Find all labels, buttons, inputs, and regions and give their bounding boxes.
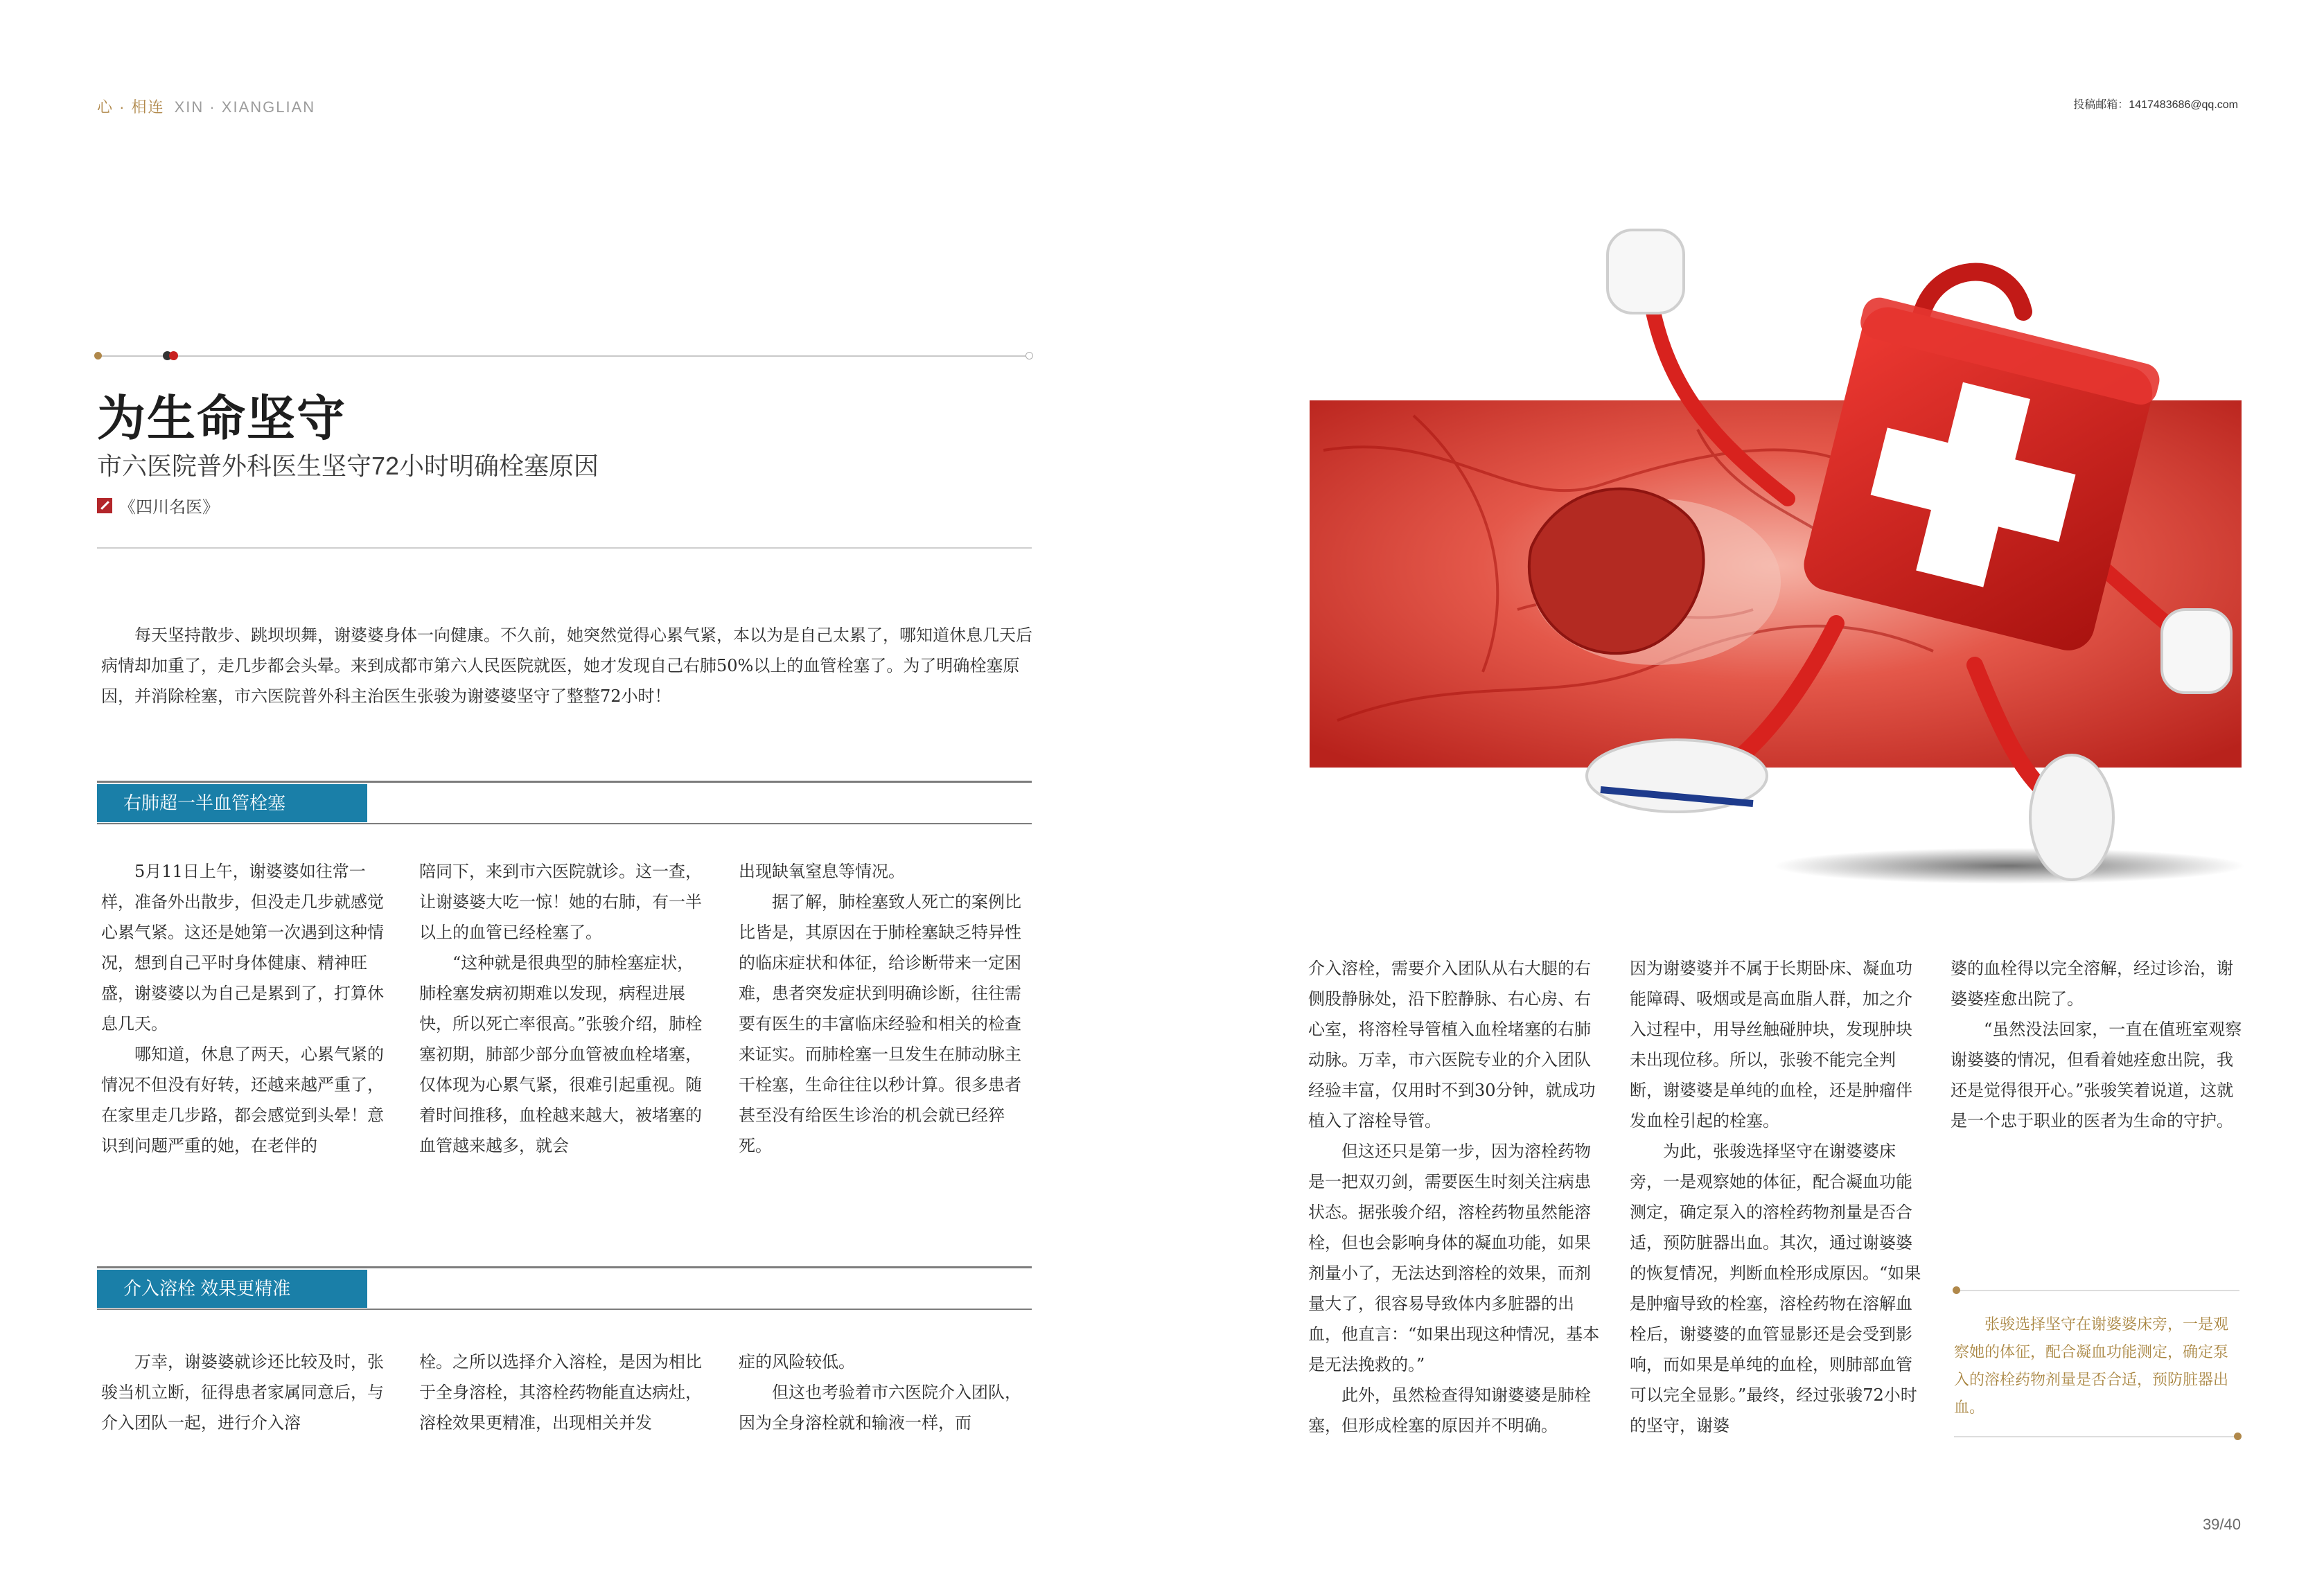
paragraph: 婆的血栓得以完全溶解，经过诊治，谢婆婆痊愈出院了。 (1951, 959, 2233, 1009)
pull-quote-bottom-rule (1954, 1436, 2239, 1437)
paragraph: 栓。之所以选择介入溶栓，是因为相比于全身溶栓，其溶栓药物能直达病灶，溶栓效果更精准，出现相关并发 (419, 1352, 702, 1433)
decorative-rule (97, 355, 1032, 357)
shoe-right (2030, 755, 2113, 880)
pull-quote-dot (2234, 1433, 2242, 1440)
right-column-2 (1630, 953, 1924, 1441)
section2-column-2 (419, 1347, 710, 1438)
paragraph: 此外，虽然检查得知谢婆婆是肺栓塞，但形成栓塞的原因并不明确。 (1308, 1385, 1591, 1435)
running-header (97, 96, 315, 117)
section-bottom-rule (97, 823, 1032, 824)
article-subtitle: 市六医院普外科医生坚守72小时明确栓塞原因 (97, 452, 599, 480)
section2-column-1 (101, 1347, 392, 1438)
section-header-1 (97, 781, 1032, 824)
rule-dot-left (94, 352, 102, 360)
paragraph: 为此，张骏选择坚守在谢婆婆床旁，一是观察她的体征，配合凝血功能测定，确定泵入的溶栓药物剂量是否合适，预防脏器出血。其次，通过谢婆婆的恢复情况，判断血栓形成原因。“如果是肿瘤导致的栓塞，溶栓药物在溶解血栓后，谢婆婆的血管显影还是会受到影响，而如果是单纯的血栓，则肺部血管可以完全显影。”最终，经过张骏72小时的坚守，谢婆 (1630, 1142, 1921, 1435)
section1-column-1 (101, 856, 392, 1161)
right-column-1 (1308, 953, 1602, 1441)
article-source (97, 493, 219, 517)
glove-right (2162, 610, 2231, 693)
section-top-rule (97, 781, 1032, 783)
section2-column-3 (739, 1347, 1032, 1438)
paragraph: “虽然没法回家，一直在值班室观察谢婆婆的情况，但看着她痊愈出院，我还是觉得很开心。”张骏笑着说道，这就是一个忠于职业的医者为生命的守护。 (1951, 1020, 2242, 1131)
running-header-latin: XIN · XIANGLIAN (174, 98, 316, 116)
title-divider (97, 547, 1032, 549)
paragraph: 据了解，肺栓塞致人死亡的案例比比皆是，其原因在于肺栓塞缺乏特异性的临床症状和体征，给诊断带来一定困难，患者突发症状到明确诊断，往往需要有医生的丰富临床经验和相关的检查来证实。而肺栓塞一旦发生在肺动脉主干栓塞，生命往往以秒计算。很多患者甚至没有给医生诊治的机会就已经猝死。 (739, 892, 1021, 1155)
section-header-2 (97, 1266, 1032, 1309)
source-label: 《四川名医》 (119, 498, 219, 517)
pull-quote-top-rule (1954, 1290, 2239, 1291)
section-top-rule (97, 1266, 1032, 1268)
pull-quote: 张骏选择坚守在谢婆婆床旁，一是观察她的体征，配合凝血功能测定，确定泵入的溶栓药物剂量是否合适，预防脏器出血。 (1954, 1316, 2229, 1417)
page-number: 39/40 (2202, 1516, 2241, 1533)
paragraph: 症的风险较低。 (739, 1352, 855, 1372)
paragraph: 但这还只是第一步，因为溶栓药物是一把双刃剑，需要医生时刻关注病患状态。据张骏介绍，溶栓药物虽然能溶栓，但也会影响身体的凝血功能，如果剂量小了，无法达到溶栓的效果，而剂量大了，很容易导致体内多脏器的出血，他直言：“如果出现这种情况，基本是无法挽救的。” (1308, 1142, 1600, 1374)
edit-icon (97, 498, 112, 513)
rule-dot-right (1025, 352, 1033, 360)
article-title: 为生命坚守 (97, 389, 346, 447)
section-heading: 介入溶栓 效果更精准 (97, 1270, 367, 1308)
section-bottom-rule (97, 1309, 1032, 1310)
first-aid-kit-illustration (1310, 222, 2280, 887)
paragraph: 万幸，谢婆婆就诊还比较及时，张骏当机立断，征得患者家属同意后，与介入团队一起，进行介入溶 (101, 1352, 384, 1433)
contact-email: 投稿邮箱：1417483686@qq.com (2073, 99, 2238, 111)
paragraph: 哪知道，休息了两天，心累气紧的情况不但没有好转，还越来越严重了，在家里走几步路，都会感觉到头晕！意识到问题严重的她，在老伴的 (101, 1045, 384, 1155)
section-heading: 右肺超一半血管栓塞 (97, 784, 367, 822)
running-header-cn: 心 · 相连 (97, 98, 165, 116)
paragraph: 但这也考验着市六医院介入团队，因为全身溶栓就和输液一样，而 (739, 1383, 1021, 1433)
right-column-3 (1951, 953, 2244, 1136)
glove-left (1608, 230, 1684, 313)
section1-column-3 (739, 856, 1032, 1161)
paragraph: 5月11日上午，谢婆婆如往常一样，准备外出散步，但没走几步就感觉心累气紧。这还是她第一次遇到这种情况，想到自己平时身体健康、精神旺盛，谢婆婆以为自己是累到了，打算休息几天。 (101, 862, 384, 1034)
paragraph: 因为谢婆婆并不属于长期卧床、凝血功能障碍、吸烟或是高血脂人群，加之介入过程中，用导丝触碰肿块，发现肿块未出现位移。所以，张骏不能完全判断，谢婆婆是单纯的血栓，还是肿瘤伴发血栓引起的栓塞。 (1630, 959, 1912, 1131)
pull-quote-dot (1953, 1286, 1960, 1294)
paragraph: 介入溶栓，需要介入团队从右大腿的右侧股静脉处，沿下腔静脉、右心房、右心室，将溶栓导管植入血栓堵塞的右肺动脉。万幸，市六医院专业的介入团队经验丰富，仅用时不到30分钟，就成功植入了溶栓导管。 (1308, 959, 1596, 1131)
paragraph: 出现缺氧窒息等情况。 (739, 862, 905, 881)
intro-paragraph: 每天坚持散步、跳坝坝舞，谢婆婆身体一向健康。不久前，她突然觉得心累气紧，本以为是自己太累了，哪知道休息几天后病情却加重了，走几步都会头晕。来到成都市第六人民医院就医，她才发现自己右肺50%以上的血管栓塞了。为了明确栓塞原因，并消除栓塞，市六医院普外科主治医生张骏为谢婆婆坚守了整整72小时！ (101, 626, 1032, 706)
ground-shadow (1774, 848, 2245, 884)
paragraph: “这种就是很典型的肺栓塞症状，肺栓塞发病初期难以发现，病程进展快，所以死亡率很高。”张骏介绍，肺栓塞初期，肺部少部分血管被血栓堵塞，仅体现为心累气紧，很难引起重视。随着时间推移，血栓越来越大，被堵塞的血管越来越多，就会 (419, 953, 703, 1155)
rule-dot-red (169, 351, 178, 360)
section1-column-2 (419, 856, 710, 1161)
paragraph: 陪同下，来到市六医院就诊。这一查，让谢婆婆大吃一惊！她的右肺，有一半以上的血管已经栓塞了。 (419, 862, 702, 942)
